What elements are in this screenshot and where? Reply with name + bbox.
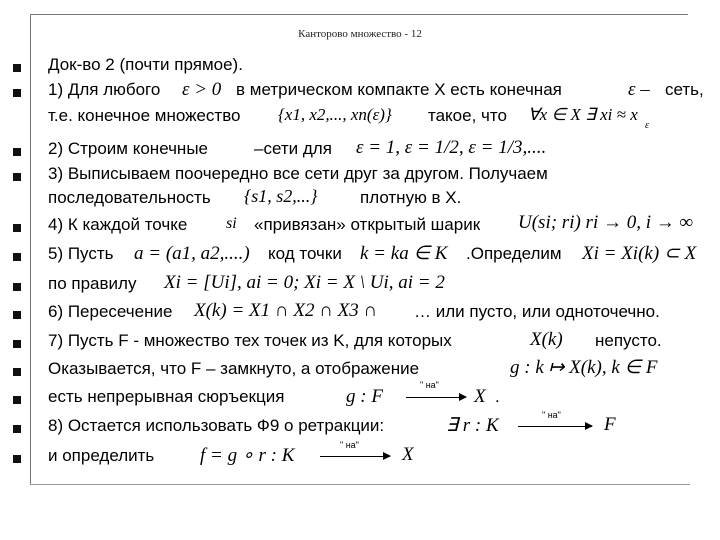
formula: ε = 1, ε = 1/2, ε = 1/3,.... [356,137,547,158]
formula: ∀x ∈ X ∃ xi ≈ x [528,105,638,124]
formula: X [402,444,414,465]
frame-bottom-line [30,484,690,485]
text-line: Док-во 2 (почти прямое). [48,55,243,74]
text-line: есть непрерывная сюръекция [48,387,285,406]
bullet-icon [13,224,21,232]
bullet-icon [13,396,21,404]
bullet-icon [13,311,21,319]
frame-top-line [30,14,688,15]
formula: {x1, x2,..., xn(ε)} [278,105,392,124]
bullet-icon [13,283,21,291]
formula: U(si; ri) ri → 0, i → ∞ [518,212,694,233]
formula: f = g ∘ r : K [200,445,295,466]
text-line: в метрическом компакте X есть конечная [236,80,562,99]
text-line: код точки [268,244,342,263]
text-line: непусто. [595,331,662,350]
formula: ∃ r : K [446,415,499,436]
formula: Xi = Xi(k) ⊂ X [582,243,697,264]
bullet-icon [13,89,21,97]
bullet-icon [13,253,21,261]
text-line: сеть, [665,80,704,99]
formula: F [604,414,616,435]
slide-title: Канторово множество - 12 [298,28,422,40]
arrow-label: " на" [340,440,359,450]
arrow-label: " на" [542,410,561,420]
text-line: и определить [48,446,155,465]
arrow-icon [518,426,592,427]
text-line: . [495,387,500,406]
bullet-icon [13,173,21,181]
arrow-icon [320,456,390,457]
text-line: по правилу [48,274,137,293]
bullet-icon [13,425,21,433]
text-line: .Определим [466,244,562,263]
formula: X [474,386,486,407]
formula-subscript: ε [645,120,649,131]
formula: X(k) [530,329,563,350]
text-line: 4) К каждой точке [48,215,188,234]
bullet-icon [13,64,21,72]
text-line: –сети для [254,139,332,158]
arrow-label: " на" [420,380,439,390]
text-line: «привязан» открытый шарик [254,215,481,234]
formula: g : F [346,386,383,407]
text-line: 3) Выписываем поочередно все сети друг за другом. Получаем [48,164,548,183]
text-line: последовательность [48,188,211,207]
frame-left-line [30,14,31,484]
formula: X(k) = X1 ∩ X2 ∩ X3 ∩ [194,300,378,321]
formula: ε > 0 [182,79,222,100]
formula: k = ka ∈ K [360,243,448,264]
bullet-icon [13,340,21,348]
text-line: … или пусто, или одноточечно. [414,302,660,321]
bullet-icon [13,148,21,156]
text-line: 5) Пусть [48,244,114,263]
formula: g : k ↦ X(k), k ∈ F [510,357,658,378]
text-line: Оказывается, что F – замкнуто, а отображение [48,359,420,378]
text-line: 1) Для любого [48,80,161,99]
formula: si [226,215,237,232]
bullet-icon [13,455,21,463]
text-line: 8) Остается использовать Ф9 о ретракции: [48,416,385,435]
bullet-icon [13,368,21,376]
arrow-icon [406,397,466,398]
formula: ε – [628,79,650,100]
text-line: такое, что [428,106,507,125]
formula: Xi = [Ui], ai = 0; Xi = X \ Ui, ai = 2 [164,272,445,293]
text-line: плотную в X. [360,188,462,207]
text-line: 2) Строим конечные [48,139,208,158]
text-line: 7) Пусть F - множество тех точек из K, для которых [48,331,452,350]
formula: {s1, s2,...} [244,186,318,206]
text-line: 6) Пересечение [48,302,173,321]
text-line: т.е. конечное множество [48,106,241,125]
formula: a = (a1, a2,....) [134,243,250,264]
